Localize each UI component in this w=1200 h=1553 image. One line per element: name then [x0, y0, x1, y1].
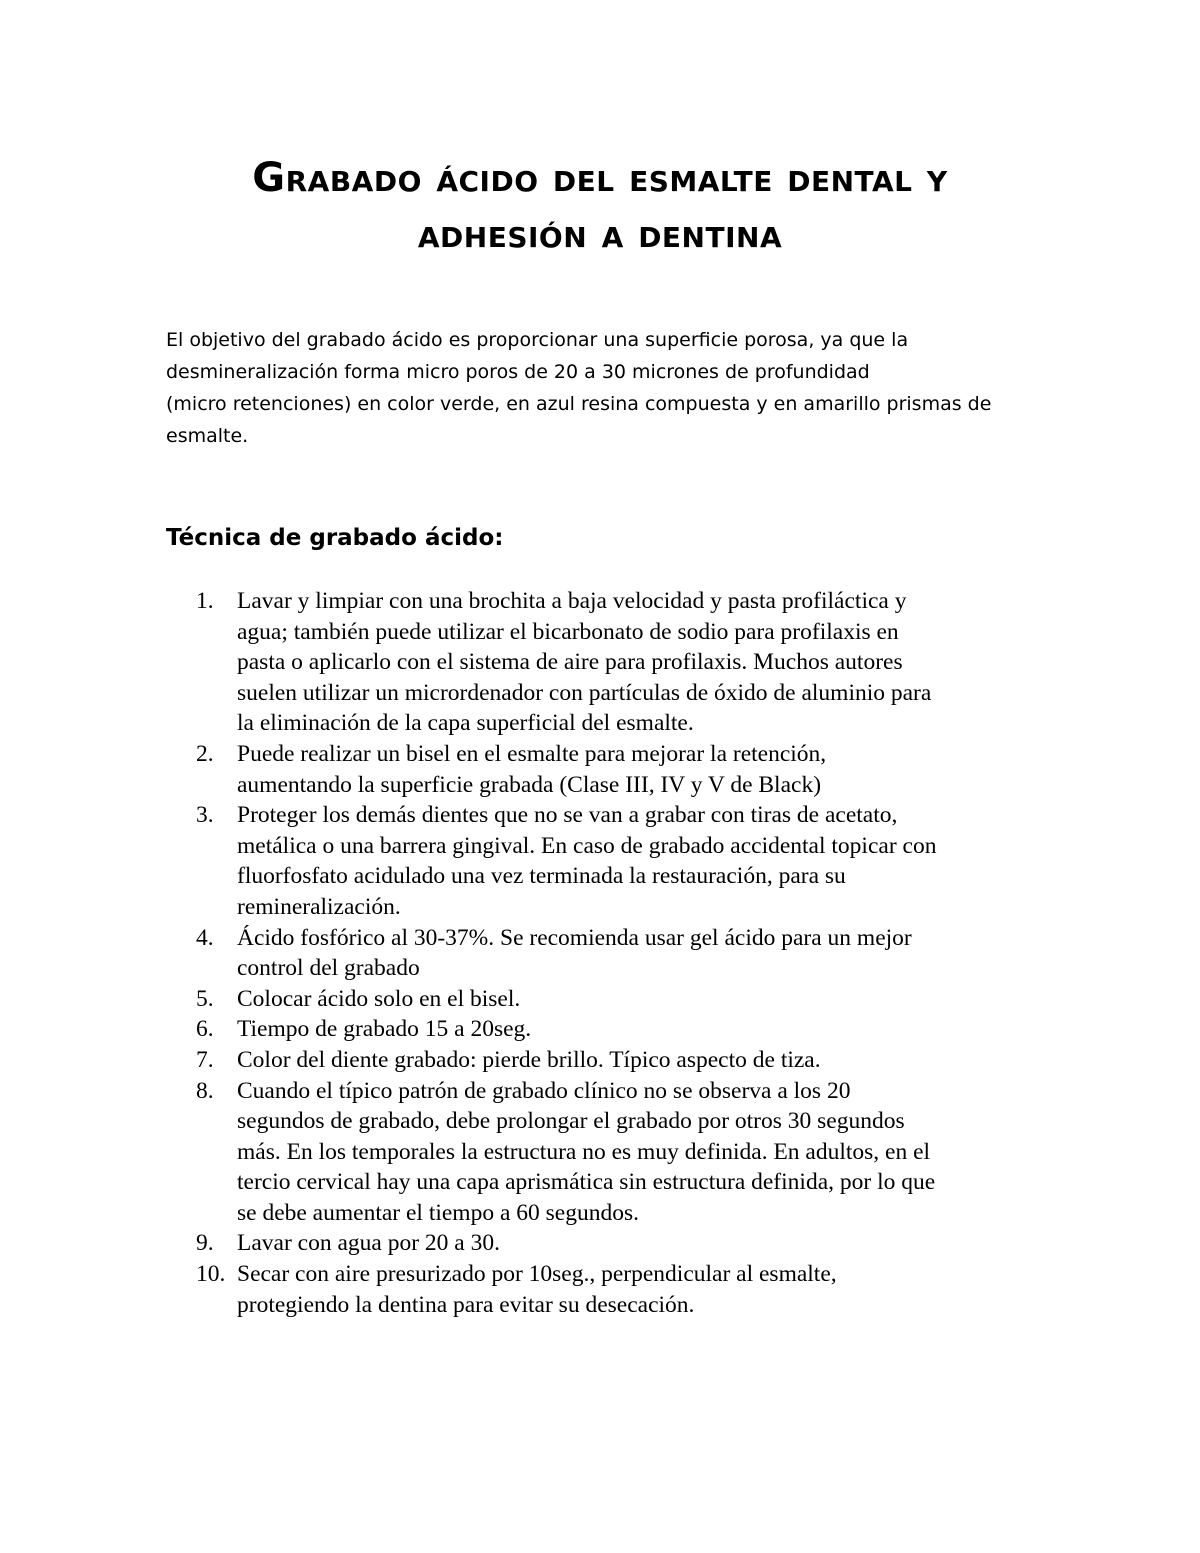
title-line: adhesión a dentina	[417, 211, 783, 257]
step-line: Cuando el típico patrón de grabado clínico no se observa a los 20	[237, 1077, 851, 1104]
step-number: 9.	[196, 1230, 214, 1257]
step-number: 4.	[196, 924, 214, 951]
step-line: remineralización.	[237, 893, 401, 920]
step-number: 7.	[196, 1046, 214, 1073]
step-item	[196, 923, 1056, 984]
step-line: Tiempo de grabado 15 a 20seg.	[237, 1016, 532, 1043]
document-title	[150, 150, 1050, 262]
step-number: 2.	[196, 740, 214, 767]
technique-heading: Técnica de grabado ácido:	[166, 525, 504, 551]
intro-line: esmalte.	[166, 425, 249, 447]
step-number: 8.	[196, 1077, 214, 1104]
intro-line: (micro retenciones) en color verde, en azul resina compuesta y en amarillo prismas de	[166, 393, 992, 415]
step-text	[237, 923, 1056, 984]
step-item	[196, 1259, 1056, 1320]
step-text	[237, 1076, 1056, 1229]
step-text	[237, 984, 1056, 1015]
step-item	[196, 1014, 1056, 1045]
step-item	[196, 1076, 1056, 1229]
step-line: la eliminación de la capa superficial del esmalte.	[237, 710, 694, 737]
intro-line: El objetivo del grabado ácido es proporcionar una superficie porosa, ya que la	[166, 329, 909, 351]
step-number: 10.	[196, 1261, 226, 1288]
step-text	[237, 739, 1056, 800]
step-line: Colocar ácido solo en el bisel.	[237, 985, 521, 1012]
step-text	[237, 586, 1056, 739]
step-item	[196, 586, 1056, 739]
step-number: 3.	[196, 802, 214, 829]
step-line: Lavar y limpiar con una brochita a baja velocidad y pasta profiláctica y	[237, 588, 907, 614]
step-item	[196, 800, 1056, 922]
step-line: Ácido fosfórico al 30-37%. Se recomienda usar gel ácido para un mejor	[237, 924, 912, 951]
step-number: 6.	[196, 1016, 214, 1043]
step-line: tercio cervical hay una capa aprismática sin estructura definida, por lo que	[237, 1169, 936, 1196]
step-item	[196, 984, 1056, 1015]
step-line: metálica o una barrera gingival. En caso de grabado accidental topicar con	[237, 832, 937, 859]
step-text	[237, 800, 1056, 922]
intro-paragraph	[166, 324, 1046, 452]
step-item	[196, 1045, 1056, 1076]
title-line: Grabado ácido del esmalte dental y	[252, 155, 948, 201]
step-text	[237, 1228, 1056, 1259]
step-item	[196, 1228, 1056, 1259]
step-line: aumentando la superficie grabada (Clase III, IV y V de Black)	[237, 771, 822, 798]
technique-steps-list	[196, 586, 1056, 1320]
step-line: Secar con aire presurizado por 10seg., perpendicular al esmalte,	[237, 1261, 837, 1288]
step-text	[237, 1045, 1056, 1076]
step-item	[196, 739, 1056, 800]
step-line: control del grabado	[237, 955, 420, 982]
step-line: más. En los temporales la estructura no es muy definida. En adultos, en el	[237, 1138, 931, 1165]
step-text	[237, 1259, 1056, 1320]
step-line: se debe aumentar el tiempo a 60 segundos.	[237, 1199, 639, 1226]
intro-line: desmineralización forma micro poros de 20 a 30 micrones de profundidad	[166, 361, 870, 383]
step-line: Lavar con agua por 20 a 30.	[237, 1230, 500, 1257]
step-line: Color del diente grabado: pierde brillo. Típico aspecto de tiza.	[237, 1046, 821, 1073]
step-line: pasta o aplicarlo con el sistema de aire para profilaxis. Muchos autores	[237, 649, 903, 676]
step-line: Puede realizar un bisel en el esmalte para mejorar la retención,	[237, 740, 827, 767]
step-line: protegiendo la dentina para evitar su desecación.	[237, 1291, 695, 1318]
step-number: 1.	[196, 588, 214, 614]
step-number: 5.	[196, 985, 214, 1012]
step-line: segundos de grabado, debe prolongar el grabado por otros 30 segundos	[237, 1108, 905, 1135]
step-line: Proteger los demás dientes que no se van a grabar con tiras de acetato,	[237, 802, 898, 829]
step-text	[237, 1014, 1056, 1045]
step-line: fluorfosfato acidulado una vez terminada la restauración, para su	[237, 863, 846, 890]
step-line: suelen utilizar un micrordenador con partículas de óxido de aluminio para	[237, 679, 932, 706]
step-line: agua; también puede utilizar el bicarbonato de sodio para profilaxis en	[237, 618, 899, 645]
